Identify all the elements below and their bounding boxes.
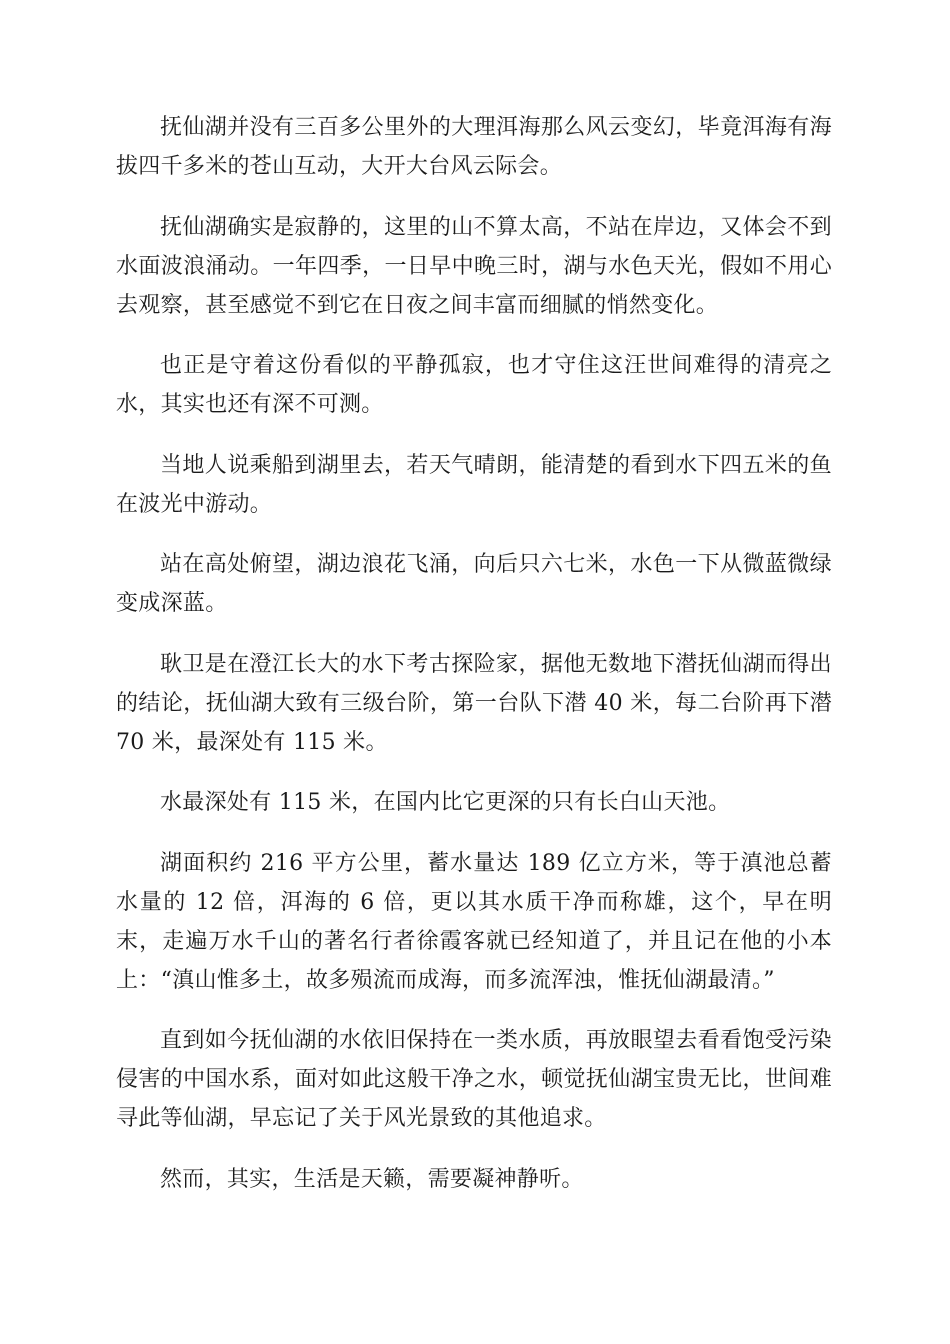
- paragraph-9: 直到如今抚仙湖的水依旧保持在一类水质，再放眼望去看看饱受污染侵害的中国水系，面对如此这般干净之水，顿觉抚仙湖宝贵无比，世间难寻此等仙湖，早忘记了关于风光景致的其他追求。: [116, 1028, 832, 1131]
- paragraph-5: 站在高处俯望，湖边浪花飞涌，向后只六七米，水色一下从微蓝微绿变成深蓝。: [116, 552, 832, 616]
- paragraph-6: 耿卫是在澄江长大的水下考古探险家，据他无数地下潜抚仙湖而得出的结论，抚仙湖大致有三级台阶，第一台队下潜 40 米，每二台阶再下潜 70 米，最深处有 115 米。: [116, 651, 832, 755]
- paragraph-7: 水最深处有 115 米，在国内比它更深的只有长白山天池。: [160, 790, 731, 815]
- paragraph-10: 然而，其实，生活是天籁，需要凝神静听。: [160, 1166, 584, 1192]
- paragraph-3: 也正是守着这份看似的平静孤寂，也才守住这汪世间难得的清亮之水，其实也还有深不可测。: [116, 353, 832, 417]
- document-body: [116, 108, 832, 1220]
- paragraph-1: 抚仙湖并没有三百多公里外的大理洱海那么风云变幻，毕竟洱海有海拔四千多米的苍山互动，大开大台风云际会。: [116, 115, 832, 179]
- paragraph-8: 湖面积约 216 平方公里，蓄水量达 189 亿立方米，等于滇池总蓄水量的 12 倍，洱海的 6 倍，更以其水质干净而称雄，这个，早在明末，走遍万水千山的著名行者徐霞客就已经知道了，并且记在他的小本上：“滇山惟多土，故多殒流而成海，而多流浑浊，惟抚仙湖最清。”: [116, 850, 832, 993]
- paragraph-2: 抚仙湖确实是寂静的，这里的山不算太高，不站在岸边，又体会不到水面波浪涌动。一年四季，一日早中晚三时，湖与水色天光，假如不用心去观察，甚至感觉不到它在日夜之间丰富而细腻的悄然变化。: [116, 214, 832, 318]
- paragraph-4: 当地人说乘船到湖里去，若天气晴朗，能清楚的看到水下四五米的鱼在波光中游动。: [116, 452, 832, 517]
